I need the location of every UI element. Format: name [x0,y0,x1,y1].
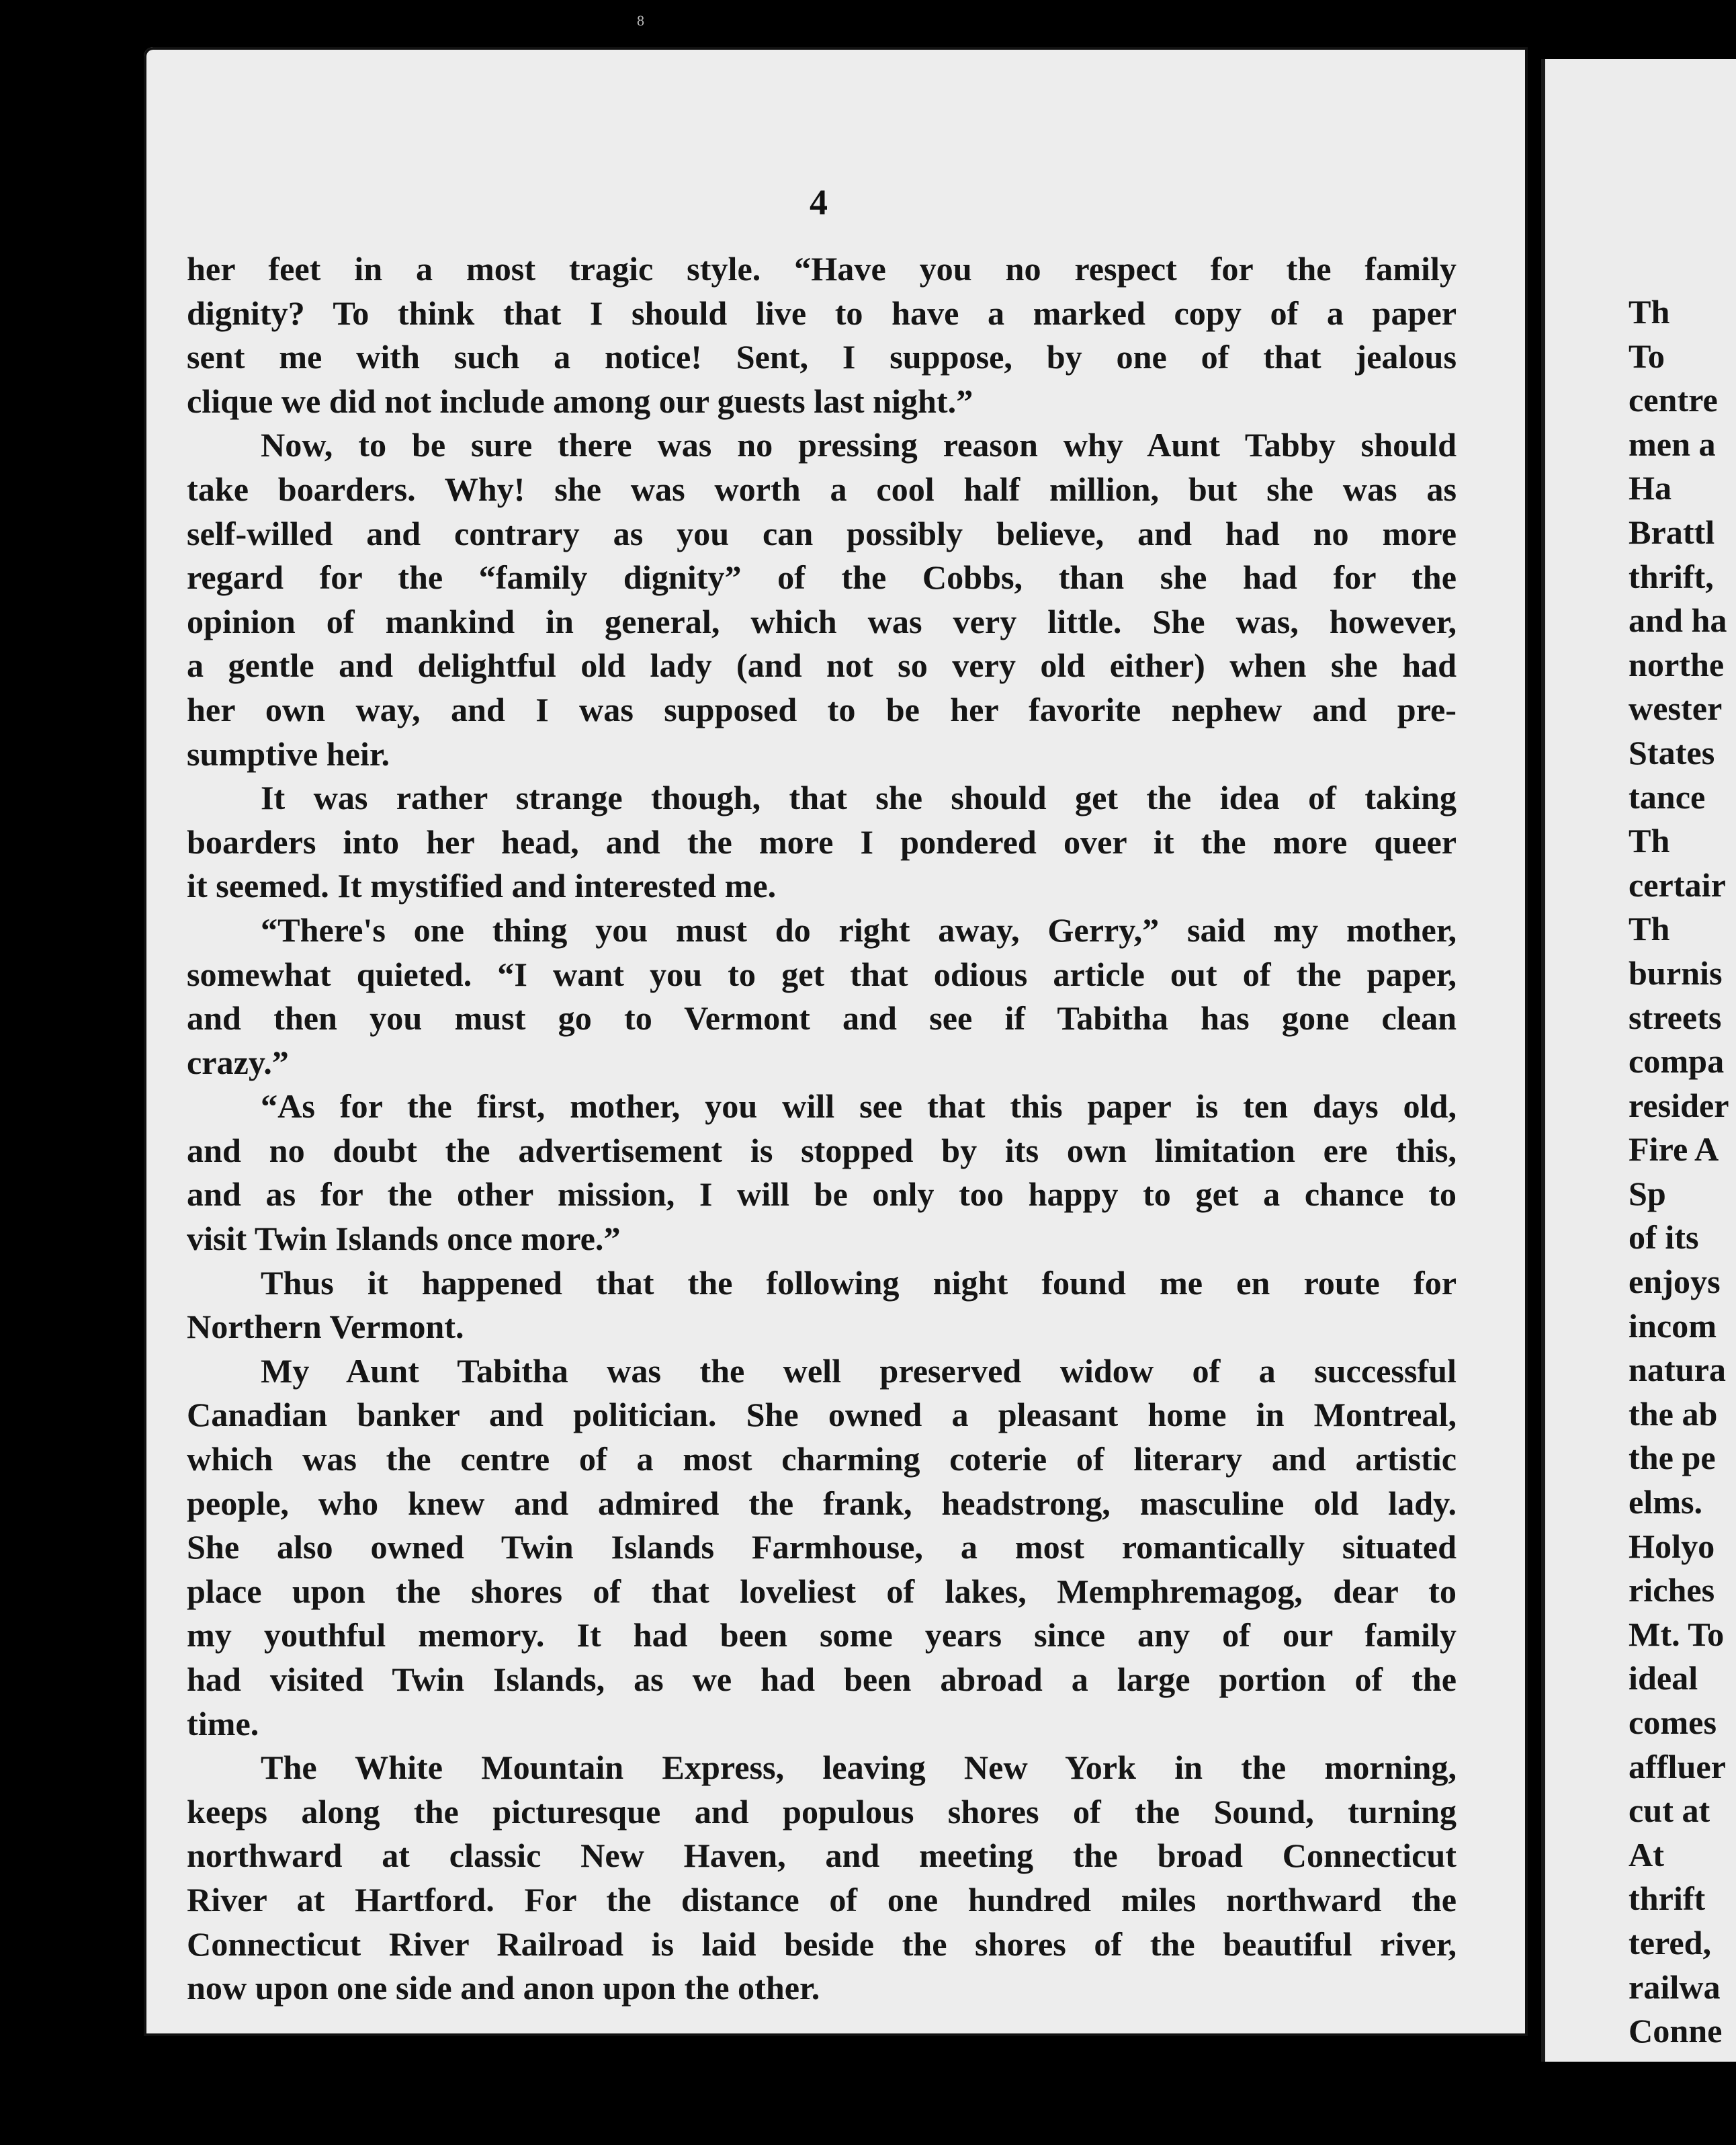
right-page-text-fragment: States [1629,733,1715,771]
right-page-text-fragment: wester [1629,689,1723,728]
right-page-text-fragment: Conne [1629,2012,1723,2050]
right-page-text-fragment: cut at [1629,1792,1710,1830]
text-line: boarders into her head, and the more I pondered over it the more queer [187,823,1457,861]
right-page-text-fragment: of its [1629,1218,1699,1257]
text-line: which was the centre of a most charming coterie of literary and artistic [187,1440,1457,1478]
text-line: her feet in a most tragic style. “Have you no respect for the family [187,250,1457,288]
right-page-text-fragment: and ha [1629,601,1727,640]
right-page-text-fragment: men a [1629,425,1716,463]
text-line: somewhat quieted. “I want you to get that odious article out of the paper, [187,955,1457,993]
text-line: a gentle and delightful old lady (and not so very old either) when she had [187,646,1457,685]
text-line: dignity? To think that I should live to have a marked copy of a paper [187,294,1457,332]
right-page-text-fragment: affluer [1629,1747,1726,1785]
text-line: “As for the first, mother, you will see that this paper is ten days old, [261,1087,1457,1126]
right-page-text-fragment: Th [1629,293,1670,331]
right-page-text-fragment: Brattl [1629,513,1715,551]
text-line: River at Hartford. For the distance of one hundred miles northward the [187,1880,1457,1919]
right-page-text-fragment: burnis [1629,954,1723,992]
right-page-text-fragment: the pe [1629,1439,1716,1477]
page-number: 4 [810,182,828,222]
text-line: regard for the “family dignity” of the Cobbs, than she had for the [187,558,1457,597]
text-line: my youthful memory. It had been some years since any of our family [187,1616,1457,1654]
text-line: take boarders. Why! she was worth a cool half million, but she was as [187,470,1457,508]
text-line: Connecticut River Railroad is laid beside the shores of the beautiful river, [187,1925,1457,1963]
right-page-text-fragment: tance [1629,777,1706,816]
right-page-text-fragment: incom [1629,1306,1717,1345]
right-page-text-fragment: Holyo [1629,1527,1715,1565]
right-page-text-fragment: resider [1629,1086,1729,1124]
text-line: It was rather strange though, that she should get the idea of taking [261,779,1457,817]
right-page-truncated-text [1629,290,1736,2054]
text-line: crazy.” [187,1043,289,1081]
text-line: place upon the shores of that loveliest of lakes, Memphremagog, dear to [187,1572,1457,1610]
right-page-text-fragment: thrift [1629,1880,1706,1918]
right-page-text-fragment: centre [1629,381,1718,419]
text-line: Thus it happened that the following night found me en route for [261,1263,1457,1302]
text-line: opinion of mankind in general, which was very little. She was, however, [187,602,1457,640]
text-line: it seemed. It mystified and interested me. [187,867,777,905]
text-line: Canadian banker and politician. She owned a pleasant home in Montreal, [187,1396,1457,1434]
text-line: My Aunt Tabitha was the well preserved widow of a successful [261,1351,1457,1390]
right-page-text-fragment: railwa [1629,1968,1721,2006]
right-page-text-fragment: tered, [1629,1923,1712,1962]
text-line: her own way, and I was supposed to be her favorite nephew and pre- [187,690,1457,728]
right-page-text-fragment: Mt. To [1629,1615,1725,1653]
left-page-body-text [187,247,1457,2011]
right-page-text-fragment: northe [1629,645,1725,683]
book-gutter [1528,0,1541,2145]
text-line: people, who knew and admired the frank, headstrong, masculine old lady. [187,1484,1457,1522]
right-page-text-fragment: streets [1629,998,1722,1036]
right-page-text-fragment: certair [1629,866,1726,904]
right-page-text-fragment: enjoys [1629,1263,1721,1301]
right-page-text-fragment: Th [1629,822,1670,860]
text-line: Northern Vermont. [187,1308,464,1346]
text-line: “There's one thing you must do right away, Gerry,” said my mother, [261,911,1457,949]
right-page-text-fragment: elms. [1629,1483,1703,1521]
right-page-text-fragment: the ab [1629,1394,1718,1433]
text-line: sumptive heir. [187,734,390,773]
text-line: had visited Twin Islands, as we had been abroad a large portion of the [187,1660,1457,1698]
text-line: time. [187,1704,259,1742]
right-page-text-fragment: Ha [1629,469,1672,507]
right-page-text-fragment: Sp [1629,1174,1666,1212]
right-page-text-fragment: ideal [1629,1659,1698,1697]
text-line: clique we did not include among our guests last night.” [187,382,973,420]
right-page-text-fragment: At [1629,1835,1664,1874]
text-line: now upon one side and anon upon the other. [187,1969,820,2007]
right-page-text-fragment: compa [1629,1042,1725,1081]
text-line: and no doubt the advertisement is stopped by its own limitation ere this, [187,1131,1457,1169]
text-line: She also owned Twin Islands Farmhouse, a most romantically situated [187,1528,1457,1566]
top-margin-mark: 8 [637,12,644,29]
text-line: and then you must go to Vermont and see if Tabitha has gone clean [187,999,1457,1038]
right-page-text-fragment: Fire A [1629,1130,1719,1169]
right-page-text-fragment: natura [1629,1351,1726,1389]
text-line: keeps along the picturesque and populous shores of the Sound, turning [187,1792,1457,1831]
right-page-text-fragment: thrift, [1629,557,1714,595]
text-line: visit Twin Islands once more.” [187,1220,621,1258]
text-line: and as for the other mission, I will be only too happy to get a chance to [187,1175,1457,1214]
text-line: self-willed and contrary as you can possibly believe, and had no more [187,514,1457,552]
right-page-text-fragment: riches [1629,1571,1715,1609]
text-line: sent me with such a notice! Sent, I suppose, by one of that jealous [187,338,1457,376]
text-line: northward at classic New Haven, and meeting the broad Connecticut [187,1837,1457,1875]
text-line: Now, to be sure there was no pressing reason why Aunt Tabby should [261,426,1457,464]
right-page-text-fragment: comes [1629,1704,1717,1741]
right-page-text-fragment: To [1629,337,1665,375]
right-page-text-fragment: Th [1629,910,1670,948]
text-line: The White Mountain Express, leaving New York in the morning, [261,1749,1457,1787]
